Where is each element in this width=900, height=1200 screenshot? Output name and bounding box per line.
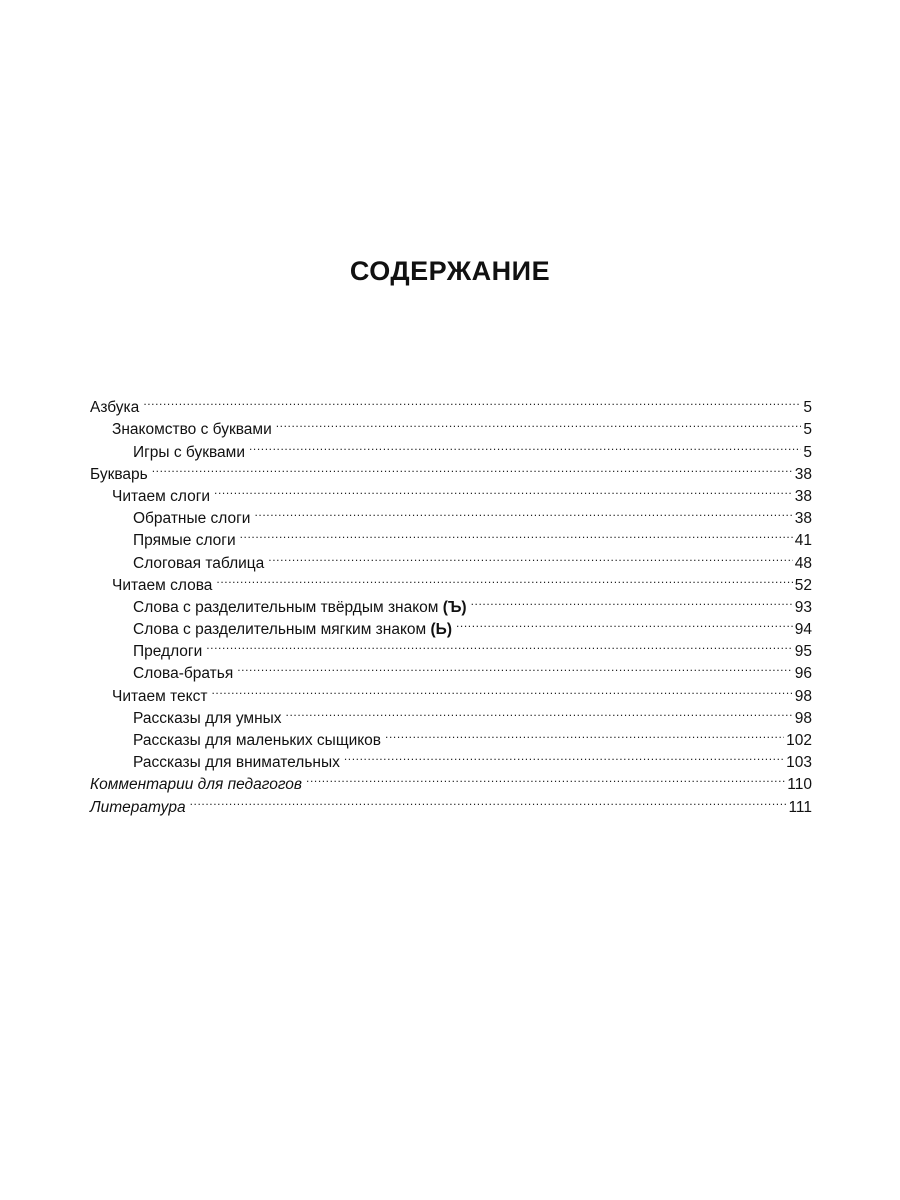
toc-entry-title: Букварь [90,465,148,483]
toc-entry-title: Слова-братья [133,665,234,683]
toc-entry-page: 103 [786,754,812,772]
toc-entry-azbuka [90,390,812,417]
dot-leader [249,434,801,456]
dot-leader [190,789,787,811]
dot-leader [456,612,793,634]
dot-leader [254,501,792,523]
toc-entry-title: Обратные слоги [133,510,251,528]
dot-leader [206,634,793,656]
toc-entry-page: 38 [794,487,812,505]
dot-leader [286,701,793,723]
table-of-contents [90,390,812,816]
toc-entry-title [133,597,467,619]
toc-entry-chitaem-slogi [90,479,812,505]
toc-entry-bukvar [90,457,812,483]
toc-entry-page: 94 [794,621,812,639]
toc-entry-title: Прямые слоги [133,532,236,550]
toc-entry-title-text: Слова с разделительным твёрдым знаком [133,598,439,616]
page-title: СОДЕРЖАНИЕ [349,256,551,286]
toc-entry-title: Читаем слова [112,576,213,594]
toc-entry-title: Азбука [90,399,140,417]
toc-entry-page: 98 [794,687,812,705]
dot-leader [276,412,802,434]
toc-entry-title-text: Слова с разделительным мягким знаком [133,621,427,639]
dot-leader [306,767,785,789]
toc-entry-title: Читаем слоги [112,487,211,505]
toc-entry-title: Слоговая таблица [133,554,265,572]
toc-entry-title: Знакомство с буквами [112,421,272,439]
dot-leader [214,479,793,501]
toc-entry-title: Комментарии для педагогов [90,776,303,794]
toc-entry-page: 5 [803,399,812,417]
toc-entry-title: Рассказы для внимательных [133,754,340,772]
dot-leader [240,523,793,545]
toc-entry-page: 5 [803,443,812,461]
toc-entry-znakomstvo-s-bukvami [90,412,812,439]
dot-leader [344,745,784,767]
toc-entry-page: 48 [794,554,812,572]
dot-leader [152,457,793,479]
toc-entry-title: Читаем текст [112,687,208,705]
dot-leader [211,678,792,700]
toc-entry-title: Игры с буквами [133,443,245,461]
toc-entry-page: 110 [787,776,812,794]
toc-entry-literatura [90,789,812,816]
toc-entry-title: Предлоги [133,643,203,661]
dot-leader [385,723,784,745]
toc-entry-title: Литература [90,798,186,816]
toc-entry-title: Рассказы для маленьких сыщиков [133,732,382,749]
toc-entry-page: 93 [794,598,812,616]
toc-entry-page: 38 [794,510,812,528]
toc-entry-page: 52 [794,576,812,594]
toc-entry-page: 111 [788,798,812,816]
toc-entry-page: 38 [794,465,812,483]
toc-entry-page: 95 [794,643,812,661]
toc-entry-title: Рассказы для умных [133,709,282,727]
dot-leader [237,656,793,678]
dot-leader [143,390,801,412]
toc-entry-page: 41 [794,532,812,550]
toc-entry-page: 98 [794,709,812,727]
dot-leader [268,545,792,567]
hard-sign-label: (Ъ) [442,598,467,616]
toc-entry-page: 96 [794,665,812,683]
toc-entry-page: 102 [786,732,812,749]
soft-sign-label: (Ь) [430,621,452,639]
toc-entry-page: 5 [803,421,812,439]
dot-leader [216,568,792,590]
dot-leader [471,590,793,612]
